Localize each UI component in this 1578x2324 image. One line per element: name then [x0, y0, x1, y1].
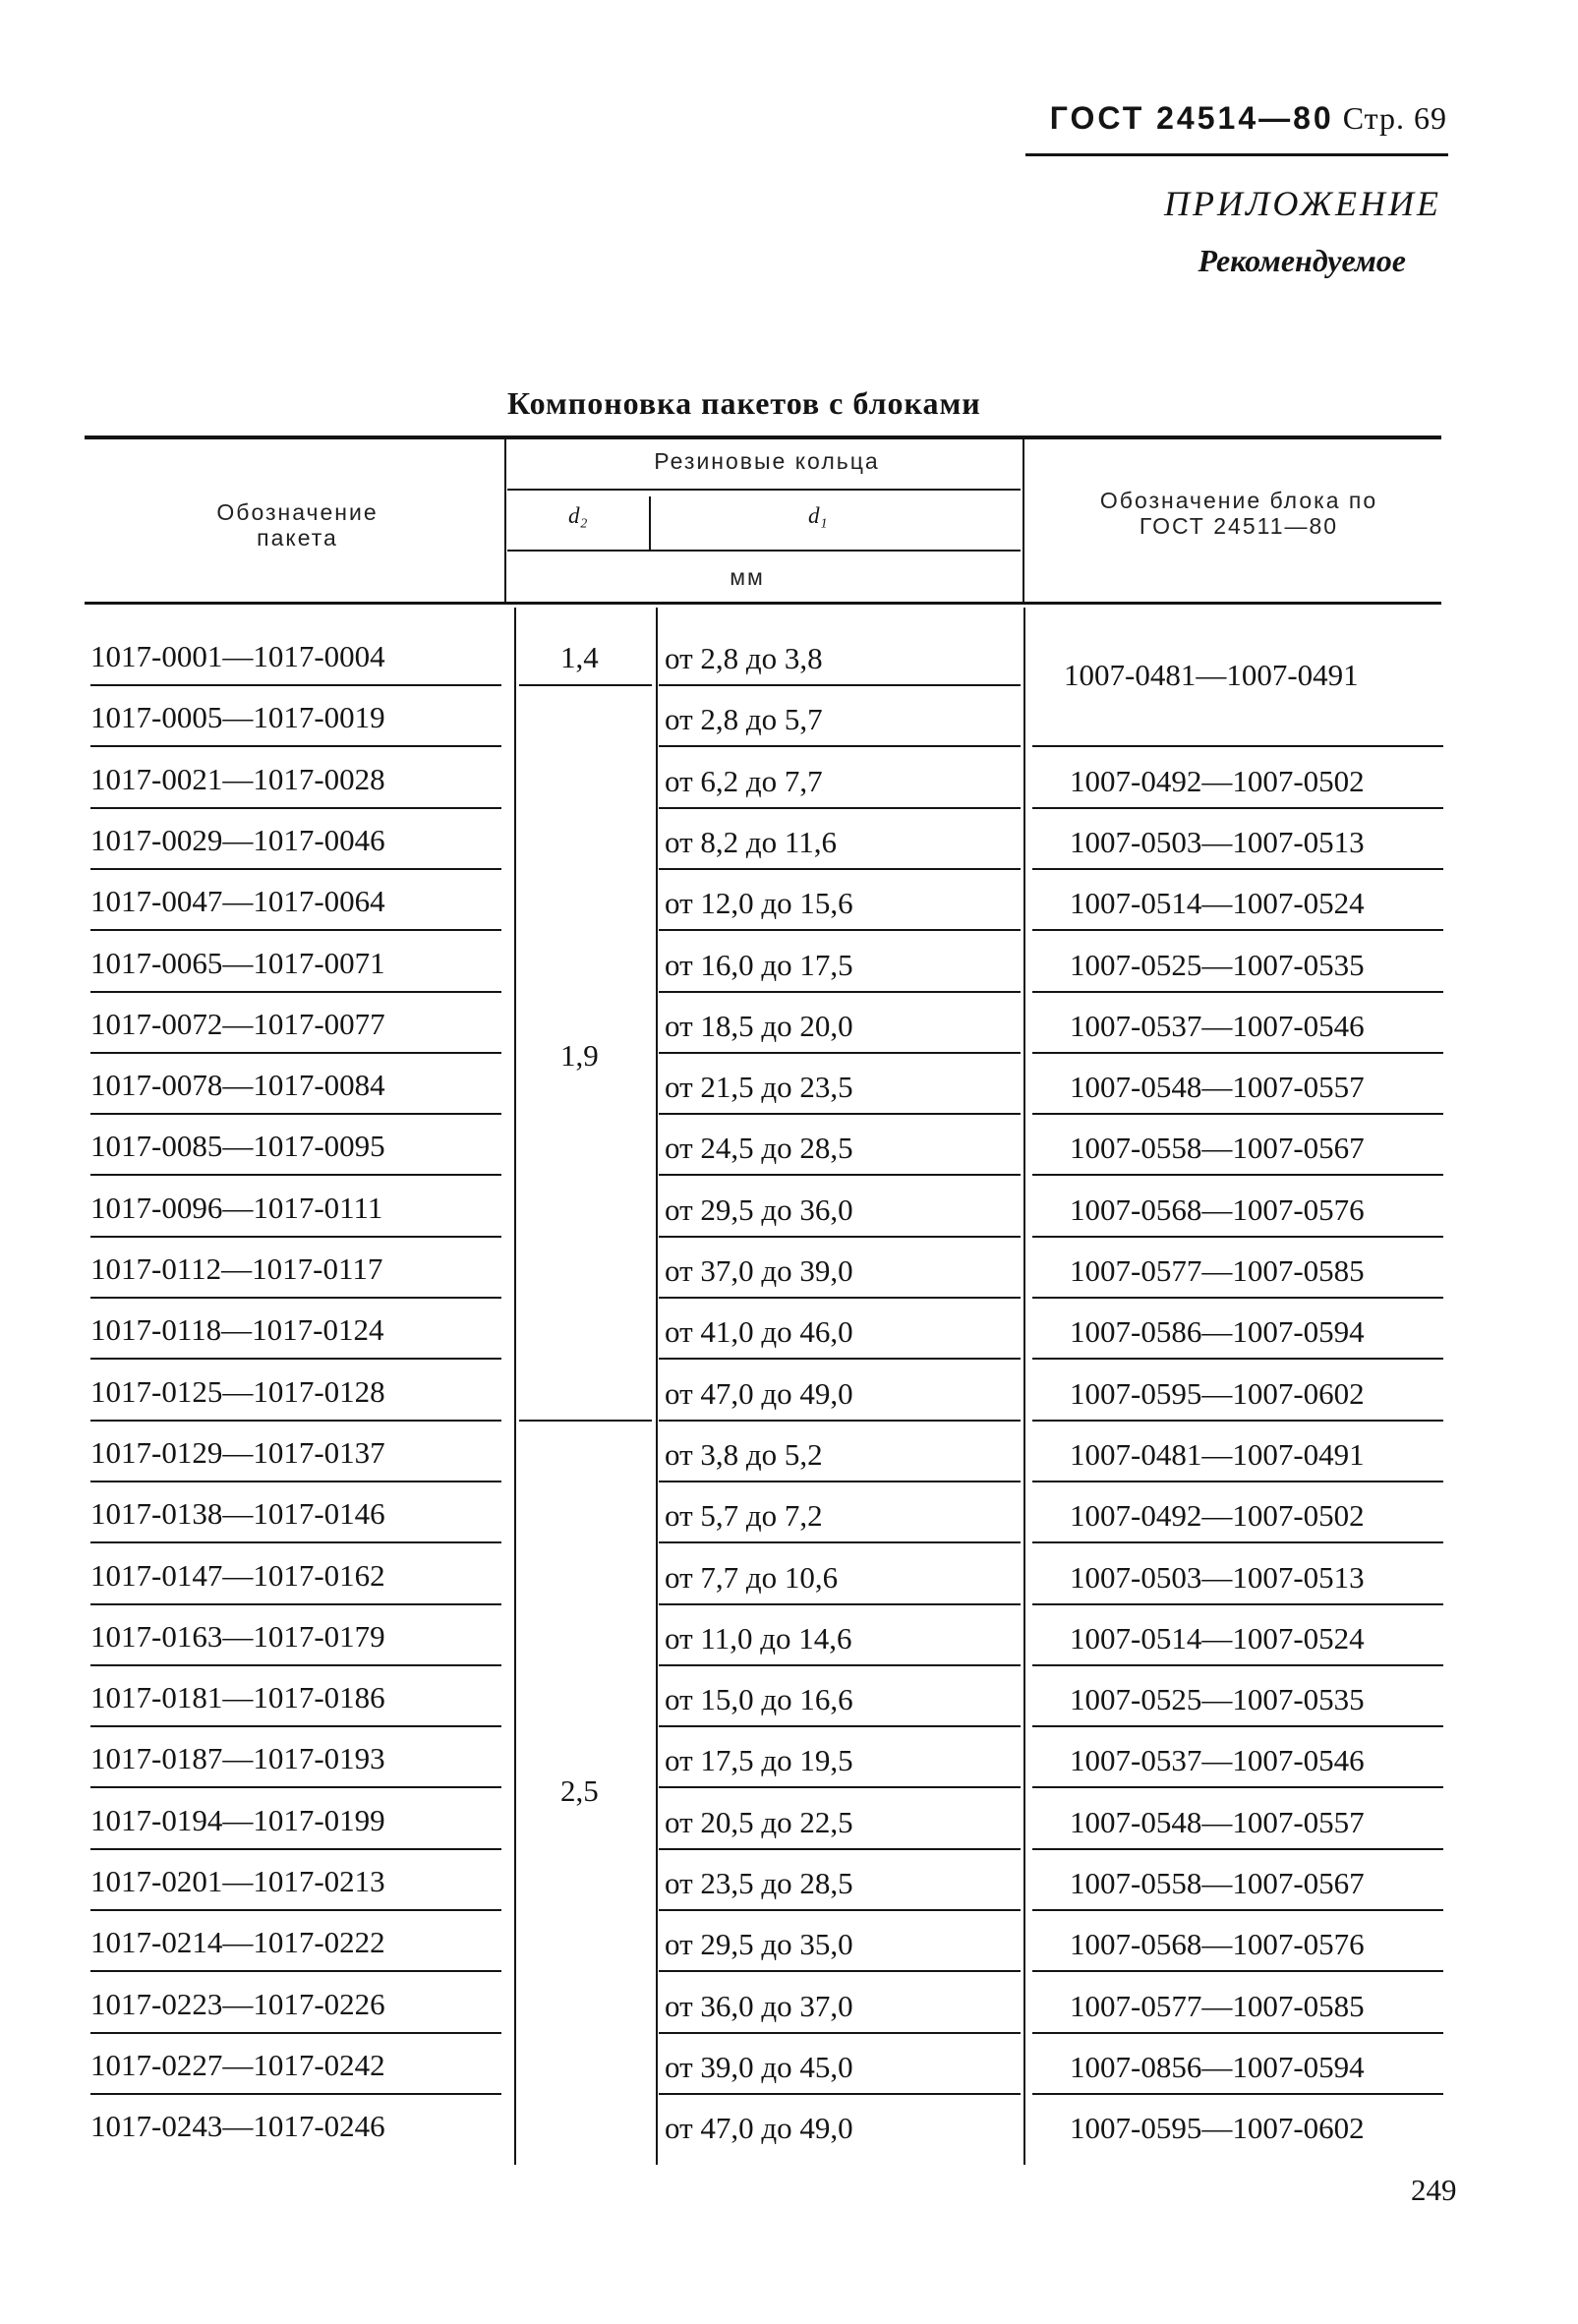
header-block-designation: Обозначение блока по ГОСТ 24511—80: [1099, 488, 1378, 539]
row-rule-d1: [659, 1970, 1021, 1972]
block-designation: 1007-0577—1007-0585: [1070, 1988, 1365, 2023]
row-rule-block: [1032, 1541, 1443, 1543]
ring-d1-range: от 2,8 до 5,7: [665, 702, 823, 737]
units-rule: [507, 550, 1021, 552]
row-rule-d1: [659, 1725, 1021, 1727]
row-rule-d1: [659, 745, 1021, 747]
row-rule-d1: [659, 1541, 1021, 1543]
row-rule-block: [1032, 1664, 1443, 1666]
block-designation: 1007-0481—1007-0491: [1064, 658, 1359, 693]
package-designation: 1017-0223—1017-0226: [90, 1986, 385, 2021]
package-designation: 1017-0147—1017-0162: [90, 1557, 385, 1593]
row-rule-d1: [659, 2032, 1021, 2034]
ring-d1-range: от 29,5 до 35,0: [665, 1927, 853, 1962]
row-rule-d1: [659, 1603, 1021, 1605]
package-designation: 1017-0096—1017-0111: [90, 1190, 383, 1225]
row-rule-pkg: [90, 2032, 501, 2034]
block-designation: 1007-0568—1007-0576: [1070, 1927, 1365, 1962]
row-rule-block: [1032, 1420, 1443, 1422]
package-designation: 1017-0125—1017-0128: [90, 1373, 385, 1409]
ring-d1-range: от 24,5 до 28,5: [665, 1131, 853, 1166]
header-bottom-rule: [85, 602, 1441, 605]
package-designation: 1017-0214—1017-0222: [90, 1925, 385, 1960]
row-rule-block: [1032, 2093, 1443, 2095]
row-rule-d1: [659, 807, 1021, 809]
row-rule-pkg: [90, 807, 501, 809]
package-designation: 1017-0227—1017-0242: [90, 2047, 385, 2082]
page-header: [1050, 100, 1447, 137]
package-designation: 1017-0129—1017-0137: [90, 1434, 385, 1470]
header-designation: Обозначение пакета: [216, 499, 379, 551]
package-designation: 1017-0201—1017-0213: [90, 1864, 385, 1898]
row-rule-block: [1032, 1113, 1443, 1115]
block-designation: 1007-0537—1007-0546: [1070, 1008, 1365, 1043]
row-rule-block: [1032, 1358, 1443, 1360]
row-rule-d1: [659, 1052, 1021, 1054]
row-rule-block: [1032, 1970, 1443, 1972]
row-rule-block: [1032, 1603, 1443, 1605]
page-number: 249: [1411, 2173, 1457, 2207]
appendix-subtitle: Рекомендуемое: [1198, 243, 1406, 278]
row-rule-pkg: [90, 1664, 501, 1666]
package-designation: 1017-0021—1017-0028: [90, 761, 385, 796]
package-designation: 1017-0187—1017-0193: [90, 1741, 385, 1776]
row-rule-d1: [659, 929, 1021, 931]
ring-d1-range: от 17,5 до 19,5: [665, 1743, 853, 1778]
package-designation: 1017-0029—1017-0046: [90, 822, 385, 857]
row-rule-pkg: [90, 1970, 501, 1972]
row-rule-pkg: [90, 1481, 501, 1482]
row-rule-pkg: [90, 1358, 501, 1360]
row-rule-block: [1032, 1052, 1443, 1054]
row-rule-block: [1032, 1236, 1443, 1238]
row-rule-block: [1032, 929, 1443, 931]
ring-d1-range: от 6,2 до 7,7: [665, 763, 823, 798]
ring-d1-range: от 15,0 до 16,6: [665, 1682, 853, 1717]
row-rule-pkg: [90, 1236, 501, 1238]
row-rule-block: [1032, 1909, 1443, 1911]
block-designation: 1007-0503—1007-0513: [1070, 824, 1365, 859]
package-designation: 1017-0005—1017-0019: [90, 700, 385, 735]
block-designation: 1007-0492—1007-0502: [1070, 1498, 1365, 1534]
row-rule-pkg: [90, 1297, 501, 1299]
row-rule-pkg: [90, 2093, 501, 2095]
body-divider-block: [1023, 608, 1025, 2165]
block-designation: 1007-0503—1007-0513: [1070, 1559, 1365, 1595]
row-rule-pkg: [90, 868, 501, 870]
ring-d1-range: от 3,8 до 5,2: [665, 1436, 823, 1472]
body-divider-d1: [656, 608, 658, 2165]
header-rubber-rings: Резиновые кольца: [654, 448, 880, 474]
row-rule-block: [1032, 1174, 1443, 1176]
package-designation: 1017-0047—1017-0064: [90, 884, 385, 919]
row-rule-d1: [659, 2093, 1021, 2095]
package-designation: 1017-0118—1017-0124: [90, 1312, 384, 1348]
block-designation: 1007-0514—1007-0524: [1070, 886, 1365, 921]
package-designation: 1017-0085—1017-0095: [90, 1129, 385, 1164]
ring-d1-range: от 8,2 до 11,6: [665, 824, 838, 859]
row-rule-block: [1032, 745, 1443, 747]
row-rule-pkg: [90, 1420, 501, 1422]
package-designation: 1017-0194—1017-0199: [90, 1802, 385, 1837]
row-rule-pkg: [90, 1786, 501, 1788]
block-designation: 1007-0548—1007-0557: [1070, 1804, 1365, 1839]
row-rule-pkg: [90, 745, 501, 747]
package-designation: 1017-0078—1017-0084: [90, 1068, 385, 1103]
block-designation: 1007-0595—1007-0602: [1070, 2111, 1365, 2146]
ring-d1-range: от 16,0 до 17,5: [665, 947, 853, 982]
ring-d1-range: от 29,5 до 36,0: [665, 1191, 853, 1227]
block-designation: 1007-0856—1007-0594: [1070, 2049, 1365, 2084]
row-rule-d1: [659, 1786, 1021, 1788]
ring-d2-value: 1,9: [560, 1038, 599, 1074]
row-rule-block: [1032, 868, 1443, 870]
ring-d2-value: 2,5: [560, 1772, 599, 1808]
row-rule-block: [1032, 1725, 1443, 1727]
package-designation: 1017-0001—1017-0004: [90, 639, 385, 673]
block-designation: 1007-0525—1007-0535: [1070, 947, 1365, 982]
row-rule-block: [1032, 1786, 1443, 1788]
row-rule-block: [1032, 1848, 1443, 1850]
ring-d1-range: от 36,0 до 37,0: [665, 1988, 853, 2023]
row-rule-d1: [659, 1358, 1021, 1360]
row-rule-d1: [659, 991, 1021, 993]
ring-d1-range: от 2,8 до 3,8: [665, 641, 823, 675]
header-divider-left: [504, 439, 506, 602]
row-rule-d1: [659, 1420, 1021, 1422]
block-designation: 1007-0537—1007-0546: [1070, 1743, 1365, 1778]
header-units: мм: [730, 564, 765, 590]
ring-d1-range: от 5,7 до 7,2: [665, 1498, 823, 1534]
package-designation: 1017-0138—1017-0146: [90, 1496, 385, 1532]
block-designation: 1007-0558—1007-0567: [1070, 1131, 1365, 1166]
row-rule-d1: [659, 1848, 1021, 1850]
header-d1: d₁: [808, 503, 828, 528]
row-rule-d1: [659, 1113, 1021, 1115]
ring-d1-range: от 18,5 до 20,0: [665, 1008, 853, 1043]
d2-group-rule: [519, 684, 652, 686]
page-label: Стр. 69: [1342, 100, 1447, 136]
header-d2: d₂: [568, 503, 588, 528]
standard-number: ГОСТ 24514—80: [1049, 100, 1334, 136]
block-designation: 1007-0525—1007-0535: [1070, 1682, 1365, 1717]
row-rule-pkg: [90, 991, 501, 993]
row-rule-pkg: [90, 1052, 501, 1054]
package-designation: 1017-0243—1017-0246: [90, 2109, 385, 2144]
row-rule-pkg: [90, 1848, 501, 1850]
row-rule-d1: [659, 1174, 1021, 1176]
row-rule-block: [1032, 991, 1443, 993]
ring-d1-range: от 11,0 до 14,6: [665, 1620, 852, 1656]
row-rule-d1: [659, 1664, 1021, 1666]
row-rule-d1: [659, 1297, 1021, 1299]
row-rule-d1: [659, 1481, 1021, 1482]
package-designation: 1017-0181—1017-0186: [90, 1680, 385, 1715]
row-rule-block: [1032, 2032, 1443, 2034]
ring-d1-range: от 21,5 до 23,5: [665, 1070, 853, 1105]
ring-d1-range: от 39,0 до 45,0: [665, 2049, 853, 2084]
package-designation: 1017-0112—1017-0117: [90, 1251, 383, 1286]
ring-d1-range: от 12,0 до 15,6: [665, 886, 853, 921]
table-top-rule: [85, 436, 1441, 439]
row-rule-d1: [659, 1909, 1021, 1911]
block-designation: 1007-0577—1007-0585: [1070, 1253, 1365, 1288]
row-rule-d1: [659, 868, 1021, 870]
block-designation: 1007-0481—1007-0491: [1070, 1436, 1365, 1472]
package-designation: 1017-0163—1017-0179: [90, 1618, 385, 1654]
block-designation: 1007-0514—1007-0524: [1070, 1620, 1365, 1656]
row-rule-pkg: [90, 1603, 501, 1605]
row-rule-pkg: [90, 1541, 501, 1543]
ring-d1-range: от 23,5 до 28,5: [665, 1866, 853, 1900]
header-rule: [1025, 153, 1448, 156]
row-rule-pkg: [90, 929, 501, 931]
row-rule-pkg: [90, 1909, 501, 1911]
ring-d2-value: 1,4: [560, 640, 599, 675]
block-designation: 1007-0548—1007-0557: [1070, 1070, 1365, 1105]
rings-underline: [507, 489, 1021, 491]
ring-d1-range: от 37,0 до 39,0: [665, 1253, 853, 1288]
package-designation: 1017-0072—1017-0077: [90, 1006, 385, 1041]
block-designation: 1007-0568—1007-0576: [1070, 1191, 1365, 1227]
ring-d1-range: от 41,0 до 46,0: [665, 1314, 853, 1350]
table-title: Компоновка пакетов с блоками: [507, 385, 981, 421]
d2-group-rule: [519, 1420, 652, 1422]
package-designation: 1017-0065—1017-0071: [90, 945, 385, 980]
body-divider-d2: [514, 608, 516, 2165]
ring-d1-range: от 47,0 до 49,0: [665, 2111, 853, 2146]
row-rule-pkg: [90, 1174, 501, 1176]
block-designation: 1007-0586—1007-0594: [1070, 1314, 1365, 1350]
appendix-title: ПРИЛОЖЕНИЕ: [1164, 184, 1441, 223]
row-rule-block: [1032, 807, 1443, 809]
row-rule-pkg: [90, 684, 501, 686]
row-rule-block: [1032, 1481, 1443, 1482]
row-rule-pkg: [90, 1725, 501, 1727]
header-divider-right: [1023, 439, 1024, 602]
ring-d1-range: от 7,7 до 10,6: [665, 1559, 839, 1595]
row-rule-pkg: [90, 1113, 501, 1115]
block-designation: 1007-0492—1007-0502: [1070, 763, 1365, 798]
block-designation: 1007-0595—1007-0602: [1070, 1375, 1365, 1411]
row-rule-d1: [659, 1236, 1021, 1238]
row-rule-d1: [659, 684, 1021, 686]
d2-d1-divider: [649, 496, 651, 550]
ring-d1-range: от 20,5 до 22,5: [665, 1804, 853, 1839]
ring-d1-range: от 47,0 до 49,0: [665, 1375, 853, 1411]
row-rule-block: [1032, 1297, 1443, 1299]
block-designation: 1007-0558—1007-0567: [1070, 1866, 1365, 1900]
